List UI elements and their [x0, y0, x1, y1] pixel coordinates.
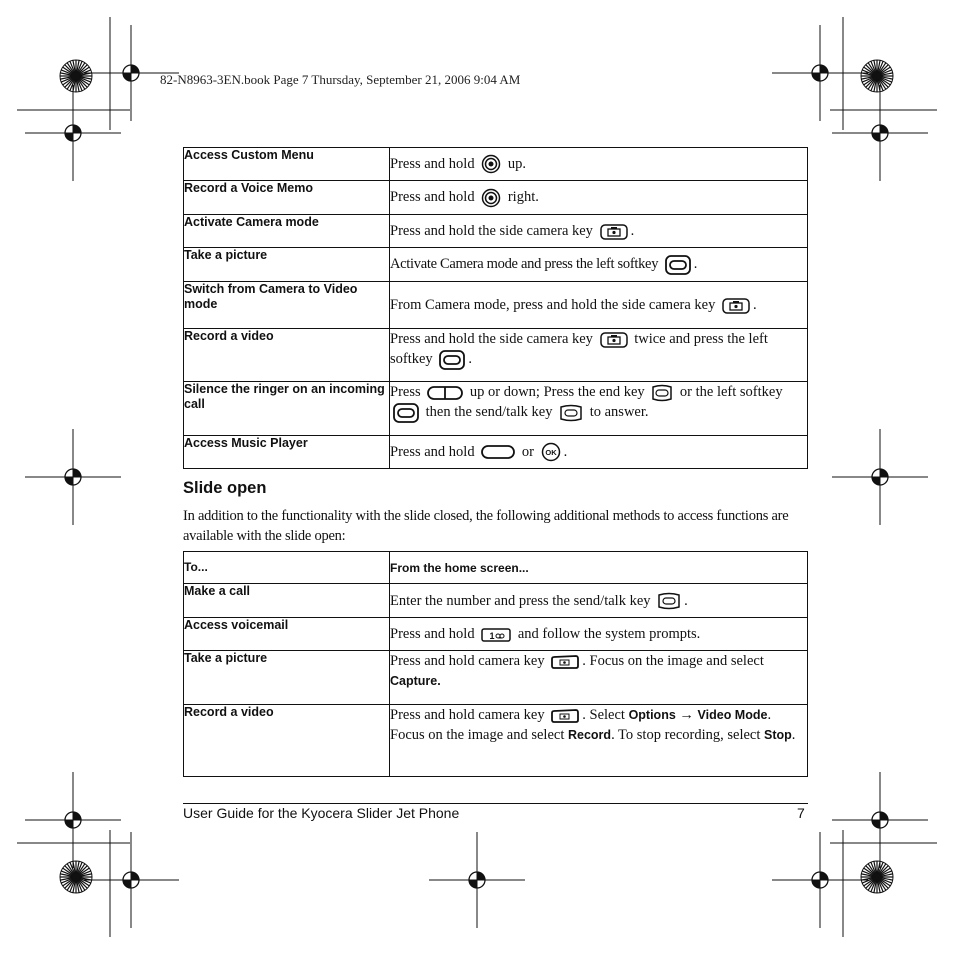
table-row — [184, 382, 808, 436]
send-key-icon — [657, 592, 681, 610]
action-cell: Access Custom Menu — [184, 148, 390, 181]
method-cell: Press and hold camera key . Focus on the image and select Capture. — [390, 651, 808, 705]
music-key-icon — [481, 444, 515, 460]
action-cell: Record a Voice Memo — [184, 181, 390, 215]
method-cell: Press and hold up. — [390, 148, 808, 181]
table-row — [184, 148, 808, 181]
method-cell: Activate Camera mode and press the left softkey . — [390, 248, 808, 282]
footer-title: User Guide for the Kyocera Slider Jet Phone — [183, 805, 460, 821]
header-from: From the home screen... — [390, 552, 808, 584]
table-row — [184, 651, 808, 705]
action-cell: Record a video — [184, 329, 390, 382]
method-cell: Press and hold 1 and follow the system prompts. — [390, 618, 808, 651]
side-camera-key-icon — [722, 297, 750, 315]
printer-slug-line: 82-N8963-3EN.book Page 7 Thursday, September 21, 2006 9:04 AM — [160, 72, 521, 87]
action-cell: Access Music Player — [184, 436, 390, 469]
table-row — [184, 215, 808, 248]
section-heading: Slide open — [183, 479, 267, 497]
side-camera-key-icon — [600, 331, 628, 349]
method-cell: From Camera mode, press and hold the side camera key . — [390, 282, 808, 329]
method-cell: Press and hold camera key . Select Options → Video Mode. Focus on the image and select Record. To stop recording, select Stop. — [390, 705, 808, 777]
action-cell: Make a call — [184, 584, 390, 618]
voicemail-key-label: 1 — [489, 630, 495, 641]
action-cell: Take a picture — [184, 248, 390, 282]
ok-key-icon — [541, 442, 561, 462]
slide-open-shortcuts-table — [183, 551, 808, 777]
action-cell: Take a picture — [184, 651, 390, 705]
action-cell: Switch from Camera to Video mode — [184, 282, 390, 329]
table-row — [184, 329, 808, 382]
camera-key-icon — [551, 708, 579, 724]
ok-key-label: OK — [544, 448, 557, 458]
footer-rule — [183, 803, 808, 804]
table-row — [184, 282, 808, 329]
method-cell: Enter the number and press the send/talk key . — [390, 584, 808, 618]
nav-key-icon — [481, 188, 501, 208]
action-cell: Record a video — [184, 705, 390, 777]
table-row — [184, 618, 808, 651]
left-softkey-icon — [393, 403, 419, 423]
action-cell: Silence the ringer on an incoming call — [184, 382, 390, 436]
header-to: To... — [184, 552, 390, 584]
voicemail-key-icon — [481, 627, 511, 643]
action-cell: Activate Camera mode — [184, 215, 390, 248]
table-row — [184, 248, 808, 282]
method-cell: Press up or down; Press the end key or the left softkey then the send/talk key to answer. — [390, 382, 808, 436]
intro-paragraph: In addition to the functionality with the slide closed, the following additional methods to access functions are available with the slide open: — [183, 508, 789, 544]
send-key-icon — [559, 404, 583, 422]
slide-closed-shortcuts-table — [183, 147, 808, 469]
method-cell: Press and hold right. — [390, 181, 808, 215]
method-cell: Press and hold the side camera key . — [390, 215, 808, 248]
side-camera-key-icon — [600, 223, 628, 241]
method-cell: Press and hold or OK . — [390, 436, 808, 469]
table-row — [184, 436, 808, 469]
left-softkey-icon — [439, 350, 465, 370]
table-row — [184, 181, 808, 215]
camera-key-icon — [551, 654, 579, 670]
nav-key-icon — [481, 154, 501, 174]
end-key-icon — [651, 384, 673, 402]
volume-key-icon — [427, 385, 463, 401]
method-cell: Press and hold the side camera key twice and press the left softkey . — [390, 329, 808, 382]
table-header-row — [184, 552, 808, 584]
table-row — [184, 584, 808, 618]
page-number: 7 — [797, 805, 805, 821]
action-cell: Access voicemail — [184, 618, 390, 651]
left-softkey-icon — [665, 255, 691, 275]
table-row — [184, 705, 808, 777]
